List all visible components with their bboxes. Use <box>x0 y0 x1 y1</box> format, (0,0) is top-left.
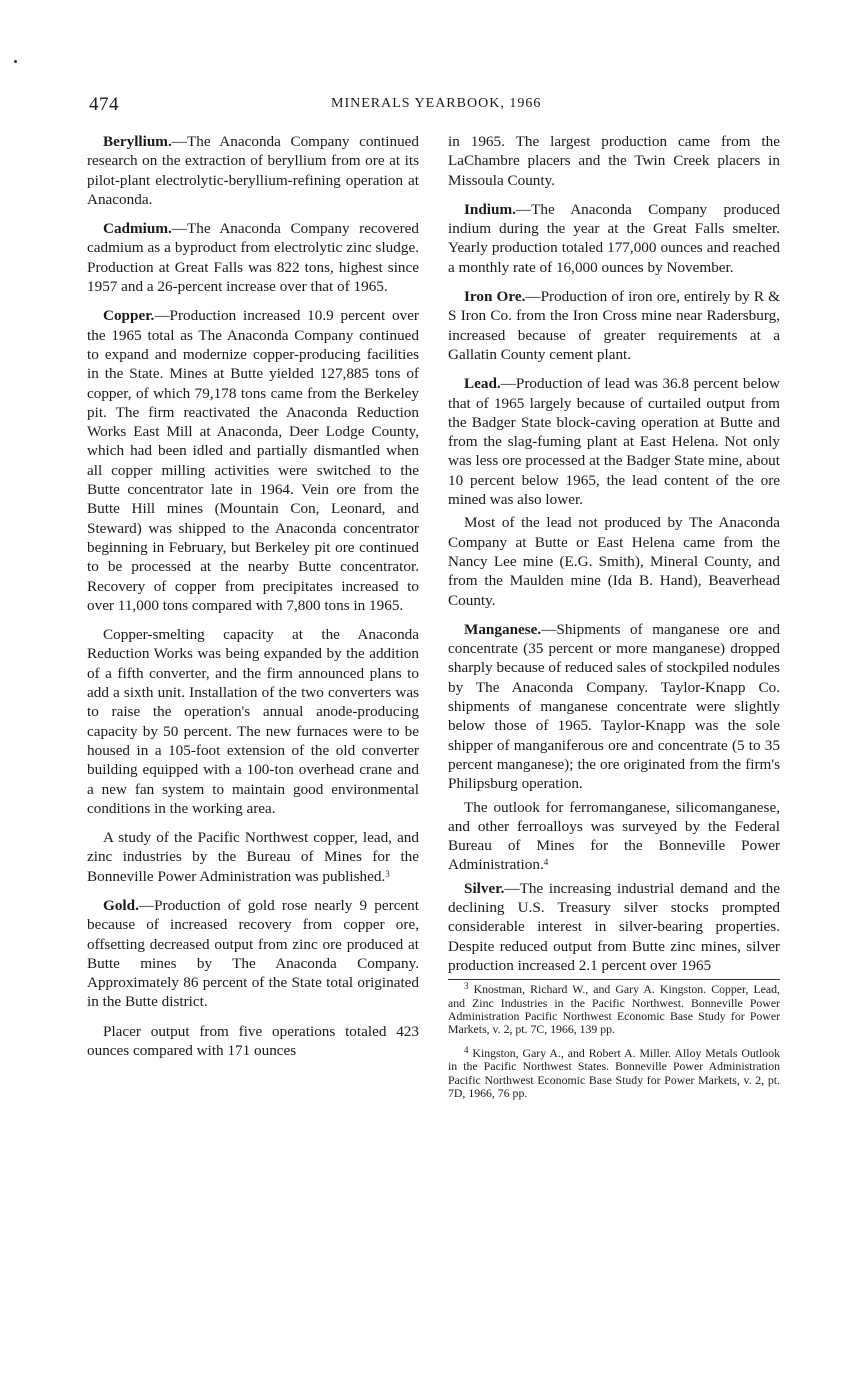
heading-manganese: Manganese. <box>464 620 542 638</box>
heading-iron-ore: Iron Ore. <box>464 288 526 306</box>
heading-gold: Gold. <box>103 896 139 914</box>
heading-lead: Lead. <box>464 375 501 393</box>
footnote-ref-4: 4 <box>543 857 549 868</box>
footnote-text-3: Knostman, Richard W., and Gary A. Kingston. Copper, Lead, and Zinc Industries in the Pacific Northwest. Bonneville Power Administration Pacific Northwest Economic Base Study for Power Markets, v. 2, pt. 7C, 1966, 139 pp. <box>448 982 780 1037</box>
heading-beryllium: Beryllium. <box>103 133 172 150</box>
text-cadmium: —The Anaconda Company recovered cadmium as a byproduct from electrolytic zinc sludge. Production at Great Falls was 822 tons, highest since 1957 and a 26-percent increase over that of 1965. <box>87 220 419 296</box>
paragraph-outlook <box>448 798 780 875</box>
footnote-ref-3: 3 <box>385 868 390 879</box>
paragraph-iron-ore <box>448 287 780 364</box>
paragraph-copper <box>87 306 419 615</box>
text-indium: —The Anaconda Company produced indium during the year at the Great Falls smelter. Yearly production totaled 177,000 ounces and reached a monthly rate of 16,000 ounces by November. <box>448 200 780 276</box>
paragraph-gold <box>87 896 419 1012</box>
text-beryllium: —The Anaconda Company continued research on the extraction of beryllium from ore at its pilot-plant electrolytic-beryllium-refining operation at Anaconda. <box>87 133 419 208</box>
text-lead: —Production of lead was 36.8 percent below that of 1965 largely because of curtailed output from the Badger State block-caving operation at Butte and from the slag-fuming plant at East Helena. Not only was less ore processed at the Badger State mine, about 10 percent below 1965, the lead content of the ore mined was also lower. <box>448 375 780 509</box>
running-title: MINERALS YEARBOOK, 1966 <box>331 96 542 111</box>
footnote-3 <box>448 983 780 1037</box>
text-outlook: The outlook for ferromanganese, silicomanganese, and other ferroalloys was surveyed by the Federal Bureau of Mines for the Bonneville Power Administration. <box>448 798 780 874</box>
scan-speck <box>14 60 17 63</box>
paragraph-placer: Placer output from five operations totaled 423 ounces compared with 171 ounces <box>87 1022 419 1060</box>
heading-silver: Silver. <box>464 879 505 897</box>
right-column <box>448 132 780 1110</box>
text-copper: —Production increased 10.9 percent over the 1965 total as The Anaconda Company continued to expand and modernize copper-producing facilities in the State. Mines at Butte yielded 127,885 tons of copper, of which 79,178 tons came from the Berkeley pit. The firm reactivated the Anaconda Reduction Works East Mill at Anaconda, Deer Lodge County, which had been idled and partially dismantled when all copper milling activities were switched to the Butte concentrator late in 1964. Vein ore from the Butte Hill mines (Mountain Con, Leonard, and Steward) was shipped to the Anaconda concentrator beginning in February, but Berkeley pit ore continued to be processed at the nearby Butte concentrator. Recovery of copper from precipitates increased to over 11,000 tons compared with 7,800 tons in 1965. <box>87 307 419 614</box>
footnote-text-4: Kingston, Gary A., and Robert A. Miller. Alloy Metals Outlook in the Pacific Northwest States. Bonneville Power Administration Pacific Northwest Economic Base Study for Power Markets, v. 2, pt. 7D, 1966, 76 pp. <box>448 1045 780 1101</box>
paragraph-indium <box>448 200 780 277</box>
footnote-4 <box>448 1044 780 1101</box>
paragraph-beryllium <box>87 132 419 209</box>
heading-copper: Copper. <box>103 307 155 325</box>
paragraph-manganese <box>448 620 780 794</box>
paragraph-study <box>87 828 419 886</box>
paragraph-lead <box>448 374 780 509</box>
text-manganese: —Shipments of manganese ore and concentrate (35 percent or more manganese) dropped sharply because of reduced sales of stockpiled nodules by The Anaconda Company. Taylor-Knapp Co. shipments of manganese concentrate were slightly below those of 1965. Taylor-Knapp was the sole shipper of manganiferous ore and concentrate (5 to 35 percent manganese); the ore originated from the firm's Philipsburg operation. <box>448 620 780 793</box>
footnote-number-3: 3 <box>464 981 469 992</box>
footnotes <box>448 979 780 1100</box>
paragraph-copper-smelting: Copper-smelting capacity at the Anaconda Reduction Works was being expanded by the addition of a fifth converter, and the firm announced plans to add a sixth unit. Installation of the two converters was to raise the operation's annual anode-producing capacity by 50 percent. The new furnaces were to be housed in a 105-foot extension of the old converter building equipped with a 100-ton overhead crane and a new fan system to maintain good environmental conditions in the working area. <box>87 626 419 817</box>
text-gold: —Production of gold rose nearly 9 percent because of increased recovery from copper ore, offsetting decreased output from zinc ore produced at Butte mines by The Anaconda Company. Approximately 86 percent of the State total originated in the Butte district. <box>87 896 419 1011</box>
heading-cadmium: Cadmium. <box>103 220 172 238</box>
text-silver: —The increasing industrial demand and the declining U.S. Treasury silver stocks prompted considerable interest in silver-bearing properties. Despite reduced output from Butte zinc mines, silver production increased 2.1 percent over 1965 <box>448 879 780 974</box>
paragraph-lead-2: Most of the lead not produced by The Anaconda Company at Butte or East Helena came from the Nancy Lee mine (E.G. Smith), Mineral County, and from the Maulden mine (Ida B. Hand), Beaverhead County. <box>448 514 780 609</box>
footnote-number-4: 4 <box>464 1044 469 1055</box>
left-column <box>87 132 419 1070</box>
paragraph-silver <box>448 879 780 975</box>
text-iron-ore: —Production of iron ore, entirely by R & S Iron Co. from the Iron Cross mine near Radersburg, increased because of greater requirements at a Gallatin County cement plant. <box>448 288 780 363</box>
text-study: A study of the Pacific Northwest copper, lead, and zinc industries by the Bureau of Mines for the Bonneville Power Administration was published. <box>87 829 419 885</box>
paragraph-cadmium <box>87 219 419 296</box>
heading-indium: Indium. <box>464 200 516 218</box>
paragraph-placer-continued: in 1965. The largest production came from the LaChambre placers and the Twin Creek placers in Missoula County. <box>448 133 780 189</box>
page-number: 474 <box>89 94 119 115</box>
